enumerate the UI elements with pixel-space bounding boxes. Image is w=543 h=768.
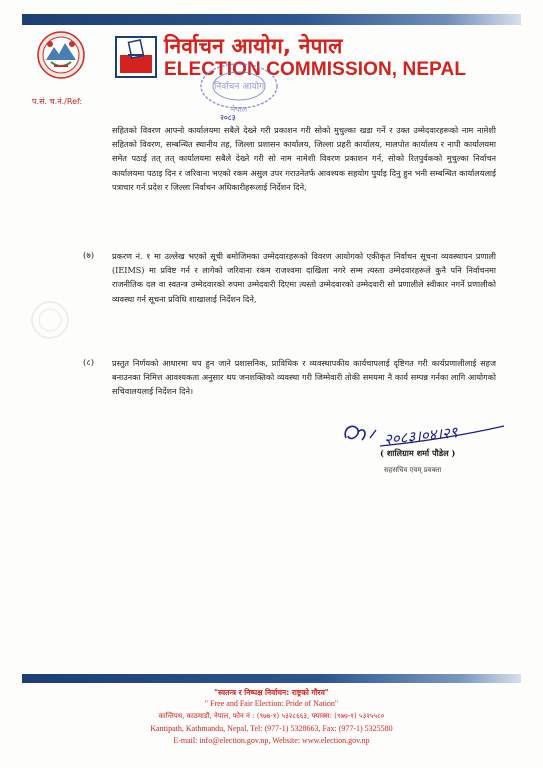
paragraph-clause-8: प्रस्तुत निर्णयको आधारमा थप हुन जाने प्रशासनिक, प्राविधिक र व्यवस्थापकीय कार्यचापलाई दृष्टिगत गरी कार्यप्रणालीलाई सहज बनाउनका निमित्त आवश्यकता अनुसार थप जनशक्तिको व्यवस्था गरी जिम्मेवारी तोकी समयमा नै कार्य सम्पन्न गर्नका लागि आयोगको सचिवालयलाई निर्देशन दिने।	[112, 358, 496, 397]
stamp-year: २०८३	[220, 113, 236, 122]
clause-number-8: (८)	[83, 358, 95, 368]
election-commission-logo-icon	[114, 35, 158, 79]
commission-title-english: ELECTION COMMISSION, NEPAL	[164, 59, 467, 80]
stamp-place: नेपाल	[230, 105, 248, 114]
nepal-emblem-icon	[36, 30, 86, 80]
footer-address-nepali: कान्तिपथ, काठमाडौं, नेपाल, फोन नं : (९७७-१) ५३२८६६३, फ्याक्स: (९७७-१) ५३२५५८०	[158, 712, 385, 720]
clause-number-7: (७)	[83, 251, 95, 261]
footer-motto-english: " Free and Fair Election: Pride of Nation"	[204, 699, 339, 708]
signatory-title: सहसचिव एवम् प्रवक्ता	[384, 466, 442, 474]
signatory-name: ( शालिग्राम शर्मा पौडेल )	[380, 448, 456, 458]
footer-contact: E-mail: info@election.gov.np, Website: www.election.gov.np	[173, 736, 370, 745]
footer-address-english: Kantipath, Kathmandu, Nepal, Tel: (977-1) 5328663, Fax: (977-1) 5325580	[150, 724, 393, 733]
commission-title-nepali: निर्वाचन आयोग, नेपाल	[164, 34, 343, 58]
paragraph-continuation: सहितको विवरण आफ्नो कार्यालयमा सबैले देख्ने गरी प्रकाशन गरी सोको मुचुल्का खडा गर्ने र उक्त उम्मेदवारहरूको नाम नामेशी सहितको विवरण, सम्बन्धित स्थानीय तह, जिल्ला प्रशासन कार्यालय, जिल्ला प्रहरी कार्यालय, मालपोत कार्यालय र नापी कार्यालयमा समेत पठाई तत् तत् कार्यालयमा सबैले देख्ने गरी सो नाम नामेशी विवरण प्रकाशन गर्न, सोको रितपुर्वकको मुचुल्का निर्वाचन कार्यालयमा पठाइ दिन र जरिवाना भएको रकम असुल उपर गराउनेतर्फ आवश्यक सहयोग पुर्याइ दिनु हुन भनी सम्बन्धित कार्यालयलाई पत्राचार गर्न प्रदेश र जिल्ला निर्वाचन अधिकारीहरूलाई निर्देशन दिने,	[112, 125, 496, 192]
footer-motto-nepali: "स्वतन्त्र र निष्पक्ष निर्वाचन: राष्ट्रको गौरव"	[214, 688, 329, 697]
watermark-emblem-icon	[30, 300, 70, 340]
signature-date: २०८३।०४।२९	[383, 423, 459, 449]
office-stamp-icon	[196, 62, 282, 122]
reference-label: प.सं. च.नं./Ref:	[32, 97, 83, 106]
stamp-text: निर्वाचन आयोग	[213, 82, 265, 92]
paragraph-clause-7: प्रकरण नं. १ मा उल्लेख भएको सूची बमोजिमका उम्मेदवारहरूको विवरण आयोगको एकीकृत निर्वाचन सूचना व्यवस्थापन प्रणाली (IEIMS) मा प्रविष्ट गर्न र लागेको जरिवाना रकम राजश्वमा दाखिला नगरे सम्म त्यस्ता उम्मेदवारहरूले कुनै पनि निर्वाचनमा राजनीतिक दल वा स्वतन्त्र उम्मेदवारको रुपमा उम्मेदवारी दिएमा त्यस्तो उम्मेदवारको उम्मेदवारी सो प्रणालीले स्वीकार नगर्ने प्रणालीको व्यवस्था गर्न सूचना प्रविधि शाखालाई निर्देशन दिने,	[112, 251, 496, 304]
header-top-bar	[22, 14, 521, 25]
footer-bar	[22, 674, 521, 683]
